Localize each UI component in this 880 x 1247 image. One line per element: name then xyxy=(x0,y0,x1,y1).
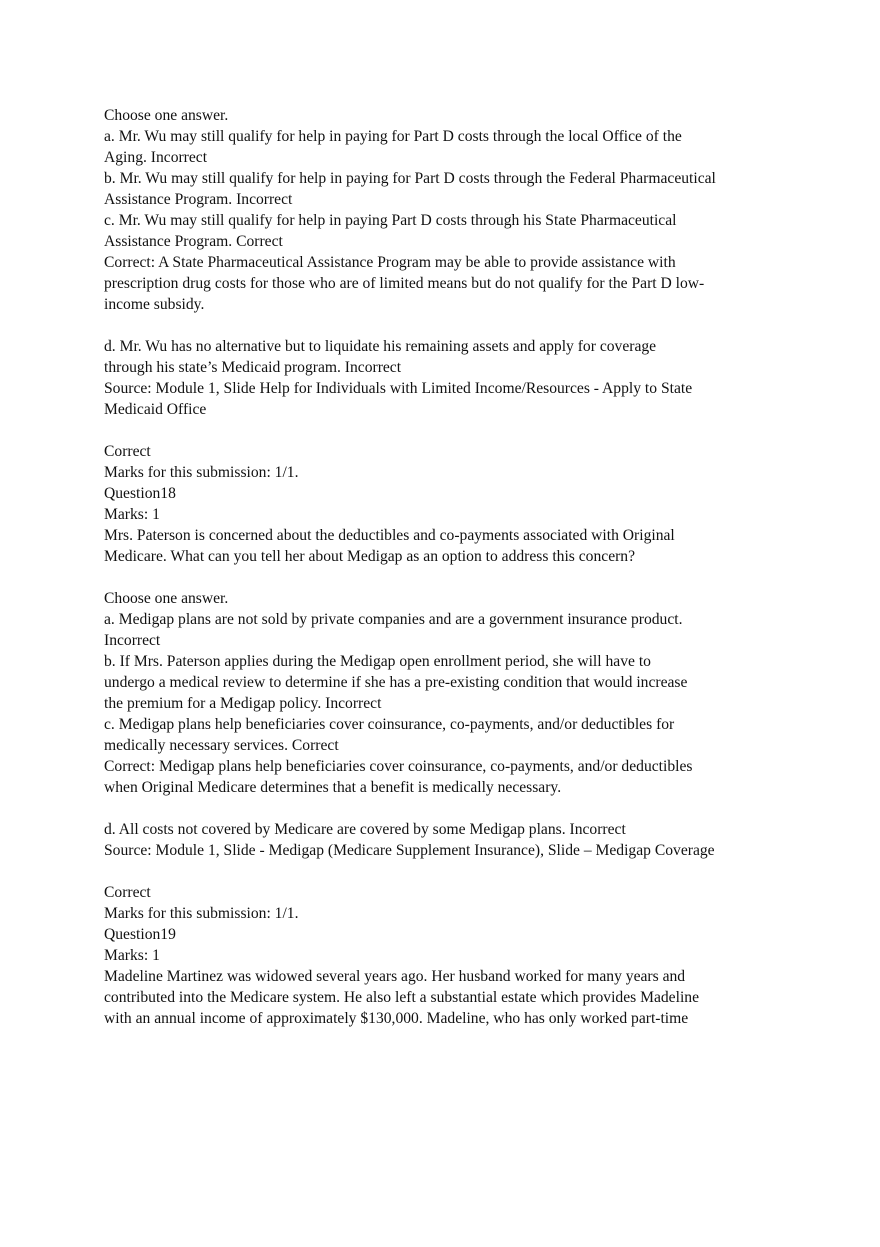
text-line: Medicare. What can you tell her about Medigap as an option to address this concern? xyxy=(104,548,636,565)
text-line: Marks for this submission: 1/1. xyxy=(104,905,299,922)
text-line: Correct: A State Pharmaceutical Assistance Program may be able to provide assistance with xyxy=(104,254,676,271)
text-line: c. Mr. Wu may still qualify for help in paying Part D costs through his State Pharmaceutical xyxy=(104,212,677,229)
text-line: Question19 xyxy=(104,926,176,943)
blank-line xyxy=(104,567,794,588)
text-line: Marks: 1 xyxy=(104,947,160,964)
text-line: d. Mr. Wu has no alternative but to liquidate his remaining assets and apply for coverage xyxy=(104,338,657,355)
text-line: a. Mr. Wu may still qualify for help in paying for Part D costs through the local Office of the xyxy=(104,128,682,145)
blank-line xyxy=(104,420,794,441)
text-line: medically necessary services. Correct xyxy=(104,737,339,754)
text-line: the premium for a Medigap policy. Incorrect xyxy=(104,695,382,712)
text-line: Assistance Program. Incorrect xyxy=(104,191,293,208)
text-line: prescription drug costs for those who are of limited means but do not qualify for the Part D low- xyxy=(104,275,705,292)
text-line: a. Medigap plans are not sold by private companies and are a government insurance product. xyxy=(104,611,683,628)
text-line: Incorrect xyxy=(104,632,161,649)
text-line: Correct: Medigap plans help beneficiaries cover coinsurance, co-payments, and/or deductibles xyxy=(104,758,693,775)
text-line: with an annual income of approximately $130,000. Madeline, who has only worked part-time xyxy=(104,1010,689,1027)
text-line: Medicaid Office xyxy=(104,401,207,418)
text-line: undergo a medical review to determine if she has a pre-existing condition that would increase xyxy=(104,674,688,691)
text-line: d. All costs not covered by Medicare are covered by some Medigap plans. Incorrect xyxy=(104,821,626,838)
text-line: Madeline Martinez was widowed several years ago. Her husband worked for many years and xyxy=(104,968,686,985)
text-line: Aging. Incorrect xyxy=(104,149,208,166)
text-line: through his state’s Medicaid program. Incorrect xyxy=(104,359,402,376)
text-line: b. Mr. Wu may still qualify for help in paying for Part D costs through the Federal Pharmaceutical xyxy=(104,170,716,187)
text-line: contributed into the Medicare system. He also left a substantial estate which provides Madeline xyxy=(104,989,699,1006)
text-line: Choose one answer. xyxy=(104,107,229,124)
blank-line xyxy=(104,861,794,882)
blank-line xyxy=(104,798,794,819)
text-line: Marks for this submission: 1/1. xyxy=(104,464,299,481)
text-line: Correct xyxy=(104,884,151,901)
text-line: Choose one answer. xyxy=(104,590,229,607)
text-line: Source: Module 1, Slide - Medigap (Medicare Supplement Insurance), Slide – Medigap Coverage xyxy=(104,842,715,859)
blank-line xyxy=(104,315,794,336)
text-line: income subsidy. xyxy=(104,296,205,313)
text-line: Mrs. Paterson is concerned about the deductibles and co-payments associated with Original xyxy=(104,527,675,544)
text-line: Question18 xyxy=(104,485,176,502)
text-line: c. Medigap plans help beneficiaries cover coinsurance, co-payments, and/or deductibles for xyxy=(104,716,675,733)
text-line: Source: Module 1, Slide Help for Individuals with Limited Income/Resources - Apply to State xyxy=(104,380,693,397)
document-page xyxy=(104,105,794,1029)
text-line: Marks: 1 xyxy=(104,506,160,523)
text-line: Assistance Program. Correct xyxy=(104,233,283,250)
text-line: Correct xyxy=(104,443,151,460)
text-line: b. If Mrs. Paterson applies during the Medigap open enrollment period, she will have to xyxy=(104,653,651,670)
text-line: when Original Medicare determines that a benefit is medically necessary. xyxy=(104,779,562,796)
